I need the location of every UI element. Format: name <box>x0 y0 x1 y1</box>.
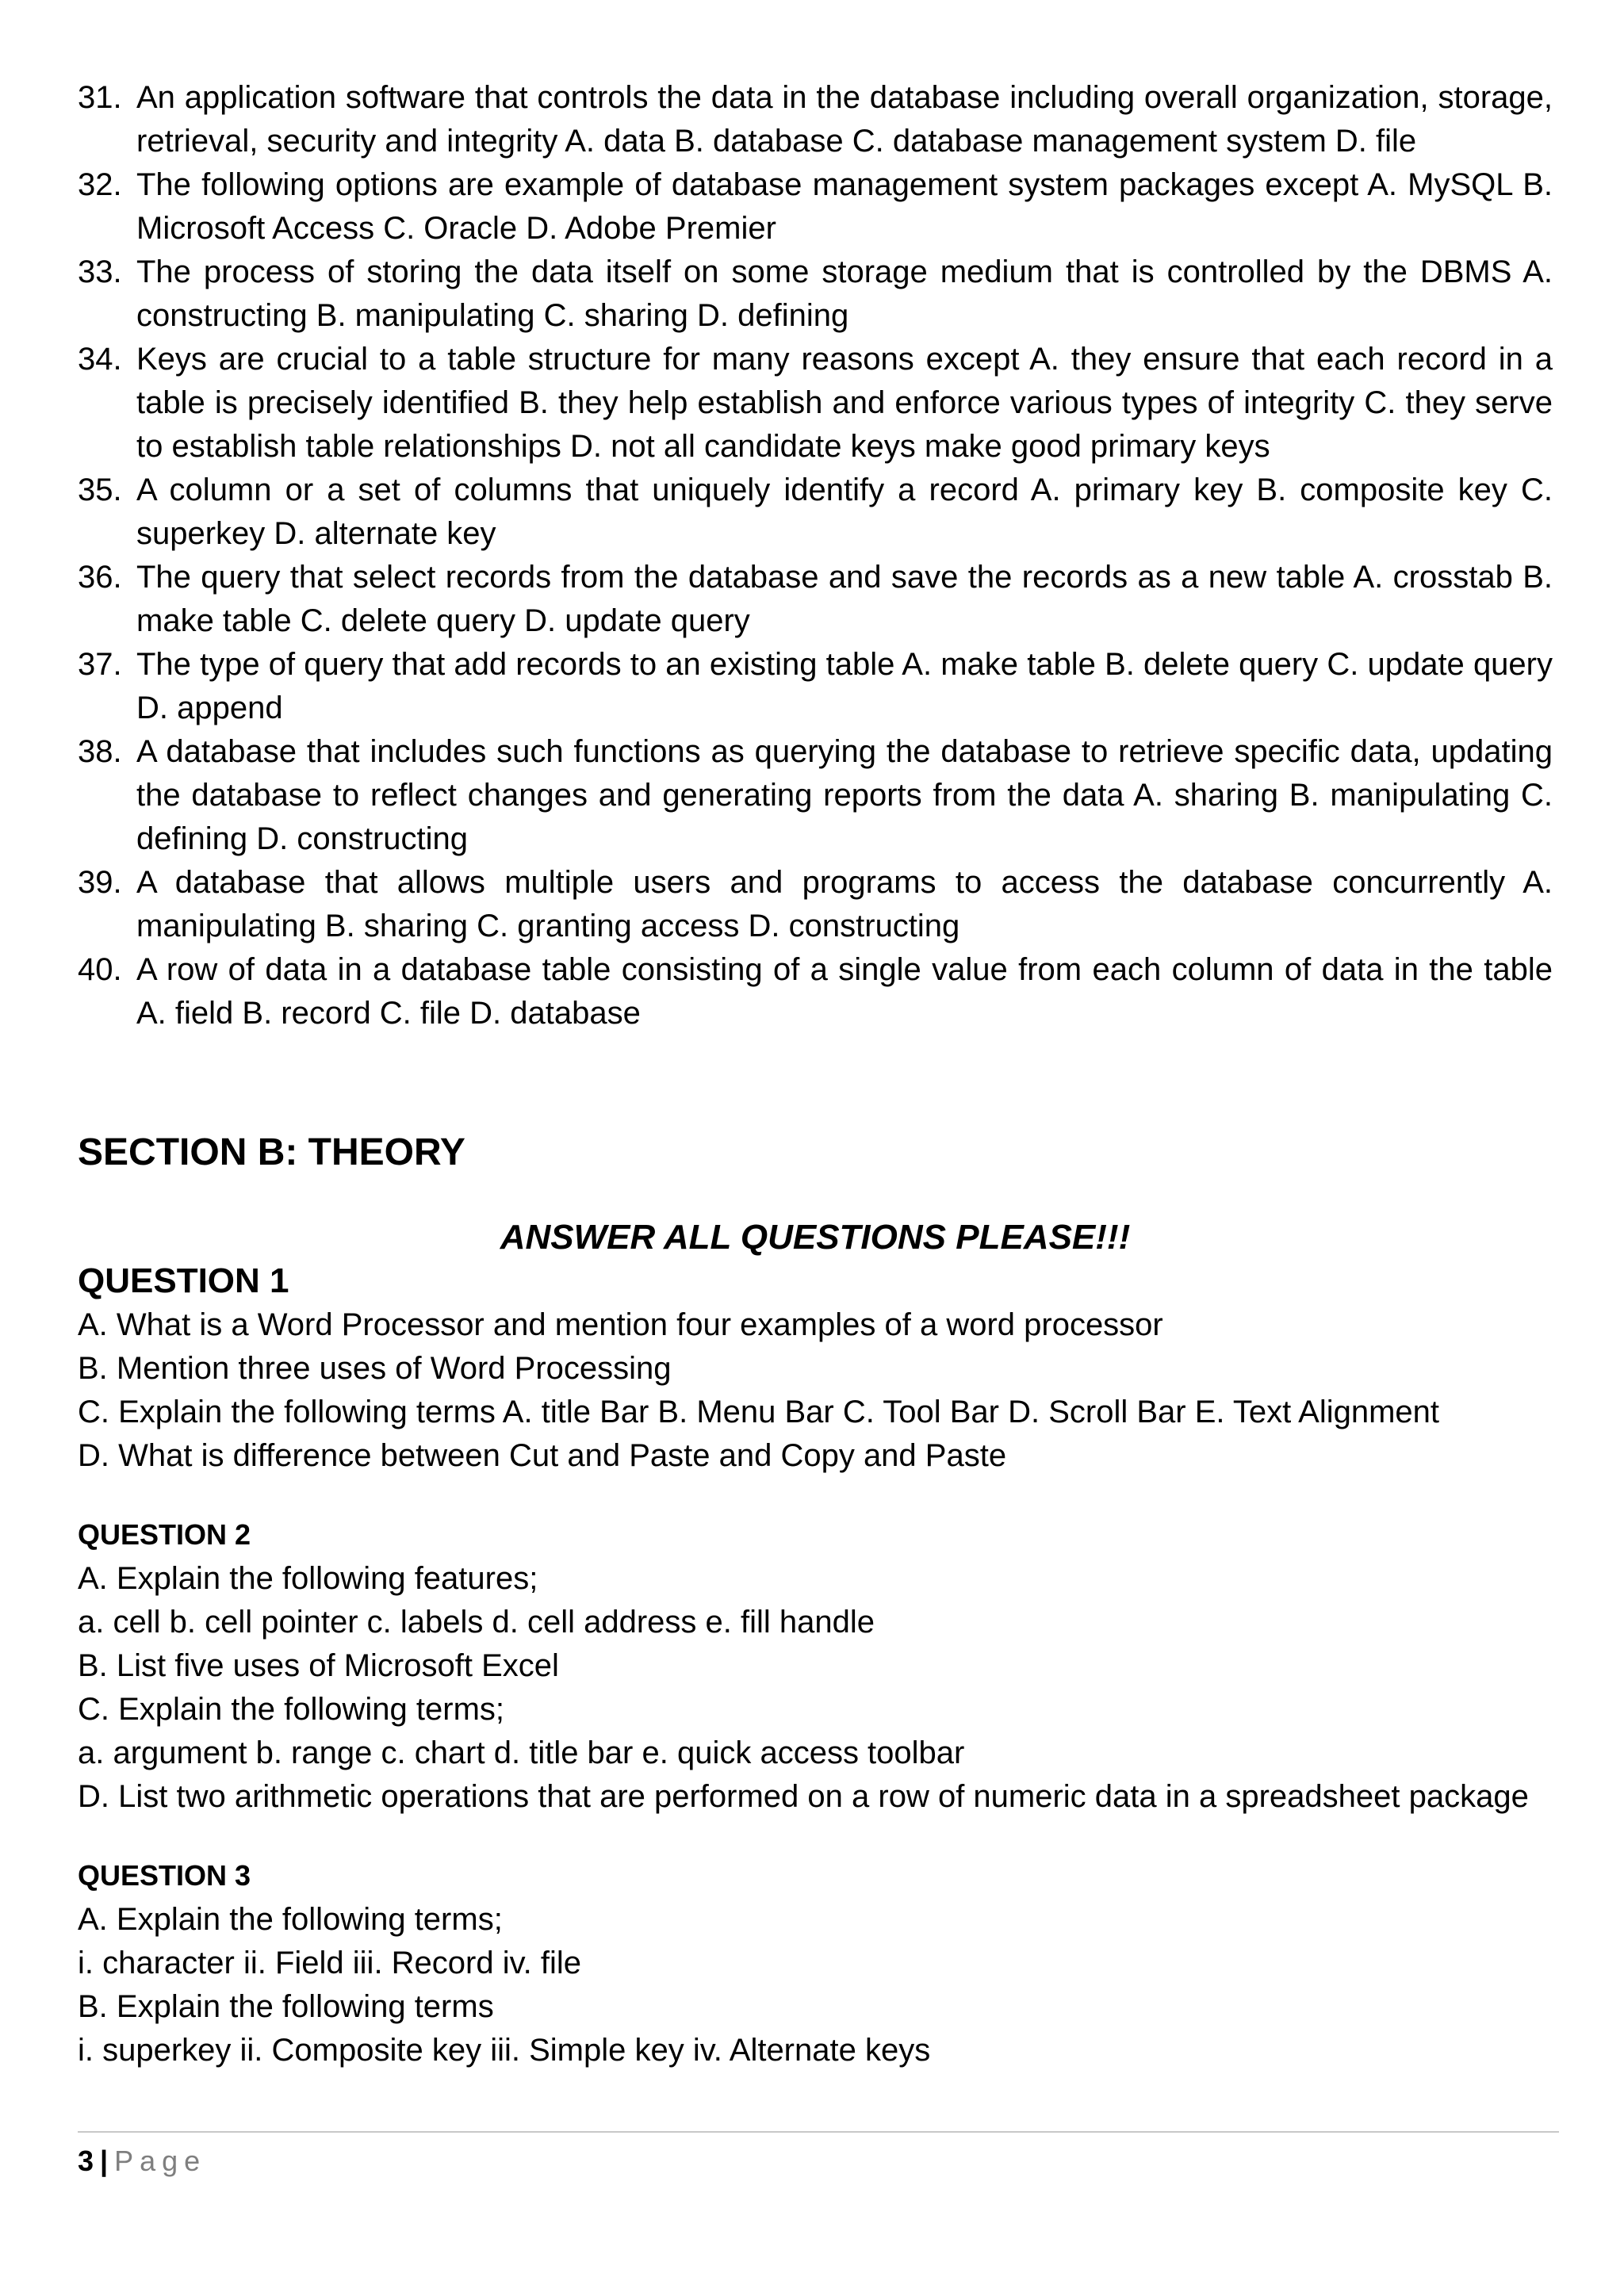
question-line: a. cell b. cell pointer c. labels d. cell address e. fill handle <box>78 1605 875 1640</box>
page-footer <box>78 2131 1559 2179</box>
question-line: A. Explain the following features; <box>78 1561 538 1596</box>
question-line: i. superkey ii. Composite key iii. Simple key iv. Alternate keys <box>78 2033 931 2068</box>
mcq-item-40 <box>78 948 1553 1035</box>
section-title: SECTION B: THEORY <box>78 1131 465 1173</box>
question-line: a. argument b. range c. chart d. title bar e. quick access toolbar <box>78 1735 965 1770</box>
question-1-block <box>78 1259 1553 1478</box>
mcq-number: 39. <box>78 865 122 900</box>
question-2-block <box>78 1513 1553 1819</box>
question-line: i. character ii. Field iii. Record iv. file <box>78 1946 581 1980</box>
question-line: D. List two arithmetic operations that are performed on a row of numeric data in a spreadsheet package <box>78 1779 1529 1814</box>
mcq-text: The following options are example of database management system packages except A. MySQL B. Microsoft Access C. Oracle D. Adobe Premier <box>136 167 1553 246</box>
question-line: B. Mention three uses of Word Processing <box>78 1351 672 1386</box>
mcq-number: 38. <box>78 734 122 769</box>
mcq-item-32 <box>78 163 1553 251</box>
mcq-text: A column or a set of columns that uniquely identify a record A. primary key B. composite key C. superkey D. alternate key <box>136 473 1553 551</box>
mcq-text: Keys are crucial to a table structure for many reasons except A. they ensure that each record in a table is precisely identified B. they help establish and enforce various types of integrity C. they serve to establish table relationships D. not all candidate keys make good primary keys <box>136 342 1553 464</box>
mcq-number: 31. <box>78 80 122 115</box>
mcq-item-35 <box>78 469 1553 556</box>
question-heading: QUESTION 1 <box>78 1261 289 1300</box>
question-line: A. Explain the following terms; <box>78 1902 503 1937</box>
document-page <box>78 76 1553 2072</box>
mcq-text: The query that select records from the database and save the records as a new table A. crosstab B. make table C. delete query D. update query <box>136 560 1553 638</box>
mcq-item-34 <box>78 338 1553 469</box>
question-heading: QUESTION 3 <box>78 1859 251 1892</box>
mcq-number: 37. <box>78 647 122 682</box>
mcq-text: An application software that controls the data in the database including overall organization, storage, retrieval, security and integrity A. data B. database C. database management system D. file <box>136 80 1553 159</box>
question-heading: QUESTION 2 <box>78 1518 251 1551</box>
question-line: B. Explain the following terms <box>78 1989 494 2024</box>
mcq-item-37 <box>78 643 1553 730</box>
mcq-item-38 <box>78 730 1553 861</box>
mcq-text: A database that allows multiple users and programs to access the database concurrently A. manipulating B. sharing C. granting access D. constructing <box>136 865 1553 943</box>
mcq-item-36 <box>78 556 1553 643</box>
question-line: A. What is a Word Processor and mention four examples of a word processor <box>78 1307 1163 1342</box>
question-line: D. What is difference between Cut and Paste and Copy and Paste <box>78 1438 1007 1473</box>
question-line: C. Explain the following terms A. title Bar B. Menu Bar C. Tool Bar D. Scroll Bar E. Text Alignment <box>78 1395 1440 1429</box>
question-line: B. List five uses of Microsoft Excel <box>78 1648 559 1683</box>
mcq-number: 34. <box>78 342 122 377</box>
page-label: Page <box>114 2145 207 2177</box>
mcq-list <box>78 76 1553 1035</box>
mcq-text: The type of query that add records to an existing table A. make table B. delete query C. update query D. append <box>136 647 1553 725</box>
question-line: C. Explain the following terms; <box>78 1692 505 1727</box>
mcq-number: 33. <box>78 254 122 289</box>
question-3-block <box>78 1854 1553 2072</box>
mcq-number: 36. <box>78 560 122 595</box>
instruction-heading: ANSWER ALL QUESTIONS PLEASE!!! <box>500 1218 1131 1257</box>
footer-separator: | <box>100 2145 109 2177</box>
mcq-item-39 <box>78 861 1553 948</box>
mcq-text: The process of storing the data itself on some storage medium that is controlled by the DBMS A. constructing B. manipulating C. sharing D. defining <box>136 254 1553 333</box>
mcq-item-31 <box>78 76 1553 163</box>
page-number: 3 <box>78 2145 94 2177</box>
mcq-item-33 <box>78 251 1553 338</box>
mcq-number: 40. <box>78 952 122 987</box>
mcq-number: 32. <box>78 167 122 202</box>
mcq-text: A database that includes such functions as querying the database to retrieve specific data, updating the database to reflect changes and generating reports from the data A. sharing B. manipulating C. defining D. constructing <box>136 734 1553 856</box>
mcq-text: A row of data in a database table consisting of a single value from each column of data in the table A. field B. record C. file D. database <box>136 952 1553 1031</box>
mcq-number: 35. <box>78 473 122 507</box>
